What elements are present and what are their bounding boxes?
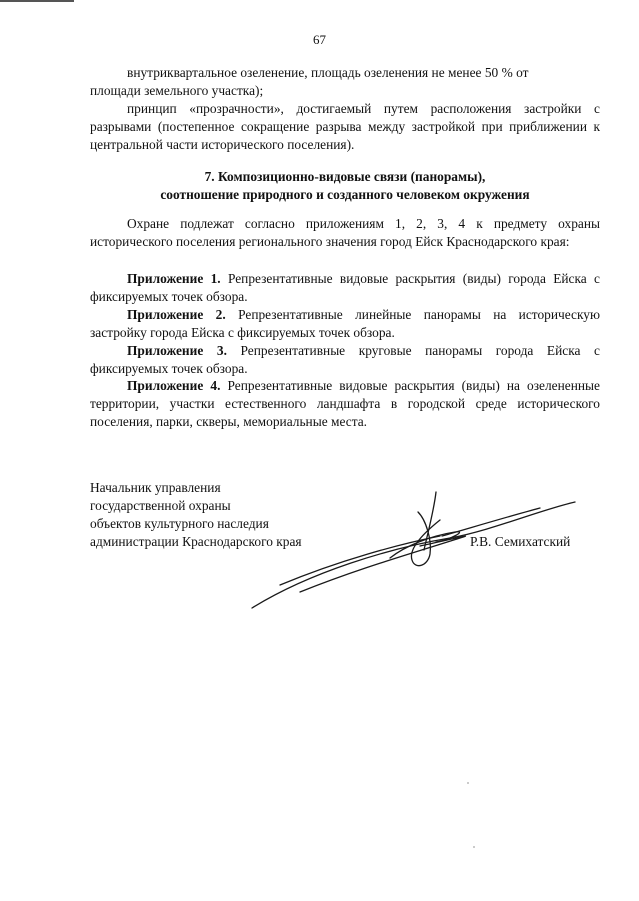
scan-speck bbox=[467, 782, 469, 784]
section-7-heading bbox=[90, 168, 600, 204]
appendix-3-text: Репрезентативные круговые панорамы города Ейска с фиксируемых точек обзора. bbox=[90, 343, 600, 376]
scan-speck bbox=[473, 846, 475, 848]
position-line-3: объектов культурного наследия bbox=[90, 516, 269, 531]
appendix-4-text: Репрезентативные видовые раскрытия (виды) на озелененные территории, участки естественного ландшафта в городской среде исторического поселения, парки, скверы, мемориальные места. bbox=[90, 378, 600, 429]
paragraph-greening bbox=[90, 64, 600, 100]
appendix-1-label: Приложение 1. bbox=[127, 271, 221, 286]
scan-edge-mark bbox=[0, 0, 74, 2]
position-line-4: администрации Краснодарского края bbox=[90, 534, 302, 549]
appendix-2-text: Репрезентативные линейные панорамы на историческую застройку города Ейска с фиксируемых точек обзора. bbox=[90, 307, 600, 340]
appendix-4 bbox=[90, 377, 600, 431]
section-7-heading-line-2: соотношение природного и созданного человеком окружения bbox=[160, 187, 530, 202]
position-line-2: государственной охраны bbox=[90, 498, 231, 513]
paragraph-protection-intro: Охране подлежат согласно приложениям 1, 2, 3, 4 к предмету охраны исторического поселения регионального значения город Ейск Краснодарского края: bbox=[90, 216, 600, 249]
page-number: 67 bbox=[313, 32, 326, 47]
appendix-2 bbox=[90, 306, 600, 342]
paragraph-transparency: принцип «прозрачности», достигаемый путем расположения застройки с разрывами (постепенное сокращение разрыва между застройкой при приближении к центральной части исторического поселения). bbox=[90, 101, 600, 152]
position-line-1: Начальник управления bbox=[90, 480, 221, 495]
appendix-3-label: Приложение 3. bbox=[127, 343, 227, 358]
greening-line-1: внутриквартальное озеленение, площадь озеленения не менее 50 % от bbox=[127, 65, 529, 80]
appendix-3 bbox=[90, 342, 600, 378]
signer-name: Р.В. Семихатский bbox=[470, 534, 571, 549]
greening-line-2: площади земельного участка); bbox=[90, 83, 264, 98]
appendix-4-label: Приложение 4. bbox=[127, 378, 221, 393]
appendix-1 bbox=[90, 270, 600, 306]
section-7-heading-line-1: 7. Композиционно-видовые связи (панорамы), bbox=[204, 169, 486, 184]
appendix-1-text: Репрезентативные видовые раскрытия (виды) города Ейска с фиксируемых точек обзора. bbox=[90, 271, 600, 304]
appendix-2-label: Приложение 2. bbox=[127, 307, 226, 322]
